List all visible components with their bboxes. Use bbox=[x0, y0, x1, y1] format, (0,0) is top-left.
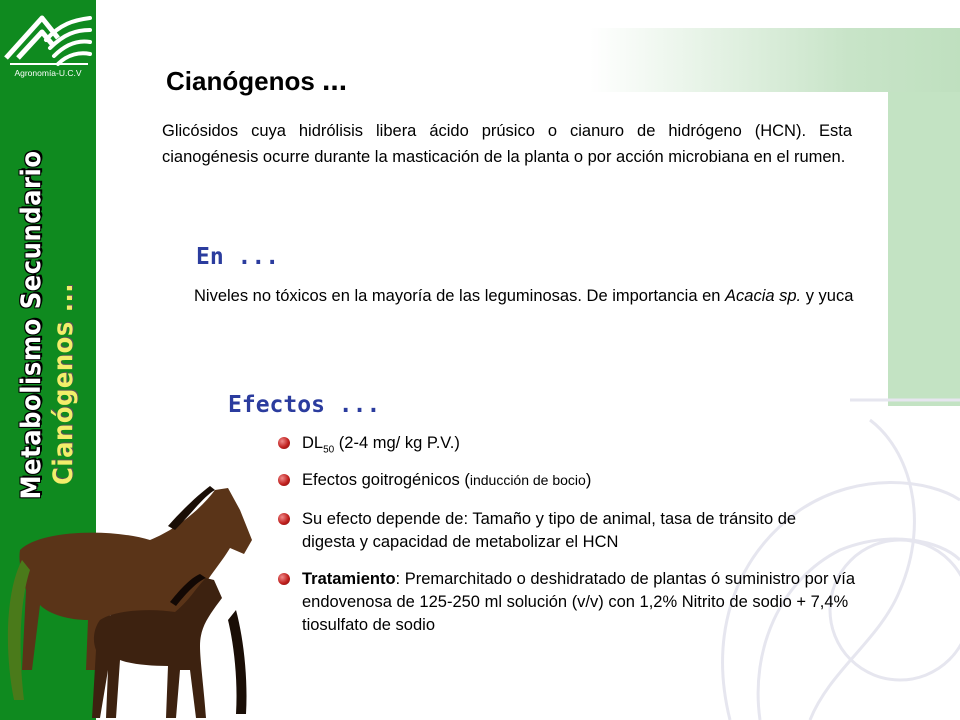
logo-caption: Agronomía-U.C.V bbox=[14, 68, 82, 78]
dl-label: DL bbox=[302, 434, 324, 452]
vertical-title-line2: Cianógenos ... bbox=[48, 283, 79, 485]
goitro-main: Efectos goitrogénicos ( bbox=[302, 471, 470, 490]
section-heading-efectos: Efectos ... bbox=[228, 392, 381, 418]
goitro-small: inducción de bocio bbox=[469, 472, 586, 489]
intro-paragraph: Glicósidos cuya hidrólisis libera ácido prúsico o cianuro de hidrógeno (HCN). Esta cianogénesis ocurre durante la masticación de la planta o por acción microbiana en el rumen. bbox=[162, 122, 852, 166]
en-italic-species: Acacia sp. bbox=[725, 287, 802, 305]
en-paragraph bbox=[194, 284, 862, 308]
page-title-text: Cianógenos bbox=[166, 66, 315, 96]
list-item bbox=[278, 469, 858, 492]
foal-tail bbox=[228, 610, 247, 714]
vertical-title-line1: Metabolismo Secundario bbox=[16, 150, 47, 500]
en-text-after: y yuca bbox=[801, 287, 854, 305]
list-item bbox=[278, 508, 842, 554]
effects-list bbox=[278, 432, 858, 637]
bullet-icon bbox=[278, 437, 290, 449]
section-heading-en: En ... bbox=[196, 244, 280, 270]
goitro-end: ) bbox=[585, 471, 592, 490]
right-green-block bbox=[888, 92, 960, 406]
page-title-dots: ... bbox=[322, 64, 348, 97]
horses-image bbox=[0, 470, 300, 720]
treatment-label: Tratamiento bbox=[302, 570, 396, 589]
list-item bbox=[278, 568, 862, 637]
dl-value: (2-4 mg/ kg P.V.) bbox=[334, 434, 460, 452]
page-title bbox=[166, 64, 347, 98]
list-item bbox=[278, 432, 858, 461]
dl-subscript: 50 bbox=[323, 444, 335, 456]
treatment-text: : Premarchitado o deshidratado de plantas ó suministro por vía endovenosa de 125-250 ml solución (v/v) con 1,2% Nitrito de sodio + 7,4% tiosulfato de sodio bbox=[302, 570, 856, 635]
en-text-before: Niveles no tóxicos en la mayoría de las leguminosas. De importancia en bbox=[194, 287, 726, 305]
effect-depends-text: Su efecto depende de: Tamaño y tipo de animal, tasa de tránsito de digesta y capacidad de metabolizar el HCN bbox=[302, 510, 797, 552]
header-gradient-bar bbox=[590, 28, 960, 92]
